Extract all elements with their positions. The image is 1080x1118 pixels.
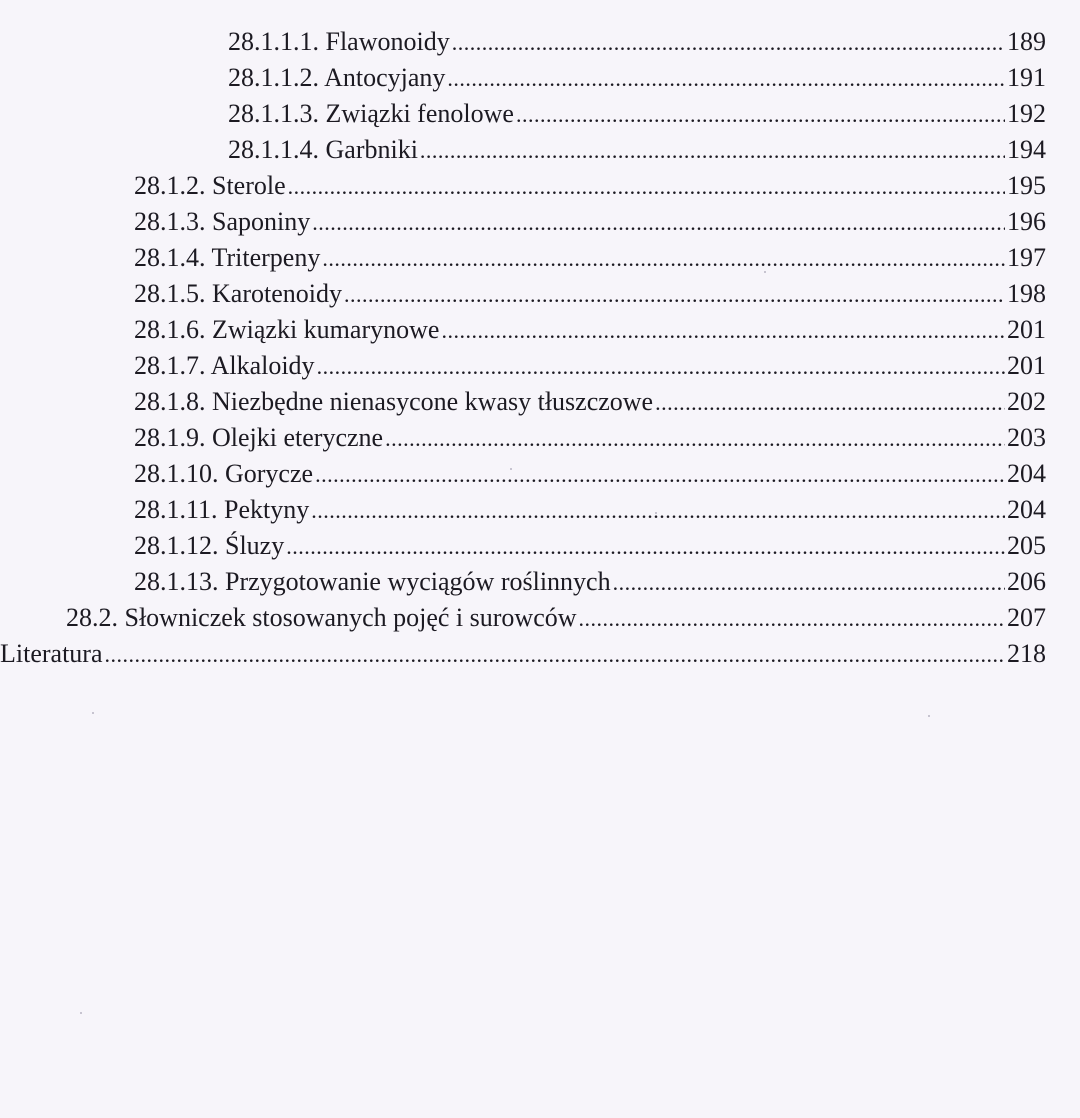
paper-speck: [764, 271, 766, 273]
toc-entry-page: 207: [1007, 603, 1046, 632]
dot-leader: [315, 458, 1005, 492]
toc-entry-title: 28.1.5. Karotenoidy: [134, 279, 342, 308]
toc-entry-title: 28.1.9. Olejki eteryczne: [134, 423, 384, 452]
paper-speck: [510, 468, 512, 470]
dot-leader: [344, 278, 1005, 312]
toc-entry-page: 195: [1007, 171, 1046, 200]
toc-entry: [228, 61, 1046, 95]
dot-leader: [420, 134, 1005, 168]
dot-leader: [317, 350, 1005, 384]
toc-entry: [134, 529, 1046, 563]
toc-entry-page: 189: [1007, 27, 1046, 56]
toc-entry-title: Literatura: [0, 639, 103, 668]
toc-entry-title: 28.1.3. Saponiny: [134, 207, 311, 236]
toc-entry-title: 28.1.1.3. Związki fenolowe: [228, 99, 514, 128]
dot-leader: [655, 386, 1005, 420]
dot-leader: [613, 566, 1005, 600]
toc-entry-page: 203: [1007, 423, 1046, 452]
toc-entry-page: 202: [1007, 387, 1046, 416]
toc-entry-page: 201: [1007, 351, 1046, 380]
dot-leader: [286, 530, 1005, 564]
dot-leader: [312, 206, 1005, 240]
toc-entry-page: 205: [1007, 531, 1046, 560]
toc-entry: [134, 205, 1046, 239]
toc-entry: [134, 421, 1046, 455]
toc-entry: [134, 457, 1046, 491]
toc-entry-page: 197: [1007, 243, 1046, 272]
toc-entry-page: 198: [1007, 279, 1046, 308]
paper-speck: [928, 715, 930, 717]
paper-speck: [80, 1012, 82, 1014]
toc-entry: [134, 277, 1046, 311]
toc-entry-title: 28.1.13. Przygotowanie wyciągów roślinnych: [134, 567, 611, 596]
toc-entry: [134, 493, 1046, 527]
toc-entry-title: 28.1.12. Śluzy: [134, 531, 285, 560]
toc-entry: [134, 349, 1046, 383]
toc-entry-page: 201: [1007, 315, 1046, 344]
toc-entry-page: 196: [1007, 207, 1046, 236]
toc-entry-title: 28.2. Słowniczek stosowanych pojęć i surowców: [66, 603, 577, 632]
toc-entry-title: 28.1.4. Triterpeny: [134, 243, 321, 272]
dot-leader: [447, 62, 1005, 96]
dot-leader: [579, 602, 1005, 636]
toc-entry-page: 206: [1007, 567, 1046, 596]
toc-entry-title: 28.1.8. Niezbędne nienasycone kwasy tłuszczowe: [134, 387, 654, 416]
toc-entry-page: 218: [1007, 639, 1046, 668]
toc-entry: [228, 25, 1046, 59]
toc-entry-page: 204: [1007, 459, 1046, 488]
toc-entry-title: 28.1.7. Alkaloidy: [134, 351, 315, 380]
toc-entry-title: 28.1.1.1. Flawonoidy: [228, 27, 450, 56]
toc-entry-page: 191: [1007, 63, 1046, 92]
toc-entry: [228, 133, 1046, 167]
toc-entry: [134, 385, 1046, 419]
dot-leader: [516, 98, 1005, 132]
toc-entry-title: 28.1.10. Gorycze: [134, 459, 314, 488]
dot-leader: [441, 314, 1005, 348]
toc-entry-title: 28.1.1.2. Antocyjany: [228, 63, 446, 92]
paper-speck: [92, 712, 94, 714]
toc-entry: [134, 241, 1046, 275]
dot-leader: [322, 242, 1005, 276]
toc-entry-title: 28.1.2. Sterole: [134, 171, 286, 200]
dot-leader: [452, 26, 1005, 60]
toc-entry-page: 204: [1007, 495, 1046, 524]
toc-entry: [228, 97, 1046, 131]
toc-entry-page: 192: [1007, 99, 1046, 128]
toc-entry: [134, 565, 1046, 599]
toc-entry: [0, 637, 1046, 671]
toc-entry-title: 28.1.6. Związki kumarynowe: [134, 315, 440, 344]
toc-entry: [66, 601, 1046, 635]
dot-leader: [385, 422, 1005, 456]
toc-entry-title: 28.1.1.4. Garbniki: [228, 135, 418, 164]
paper-speck: [655, 512, 657, 514]
dot-leader: [311, 494, 1005, 528]
toc-entry-page: 194: [1007, 135, 1046, 164]
toc-entry: [134, 313, 1046, 347]
toc-entry: [134, 169, 1046, 203]
dot-leader: [105, 638, 1006, 672]
toc-entry-title: 28.1.11. Pektyny: [134, 495, 310, 524]
dot-leader: [288, 170, 1005, 204]
